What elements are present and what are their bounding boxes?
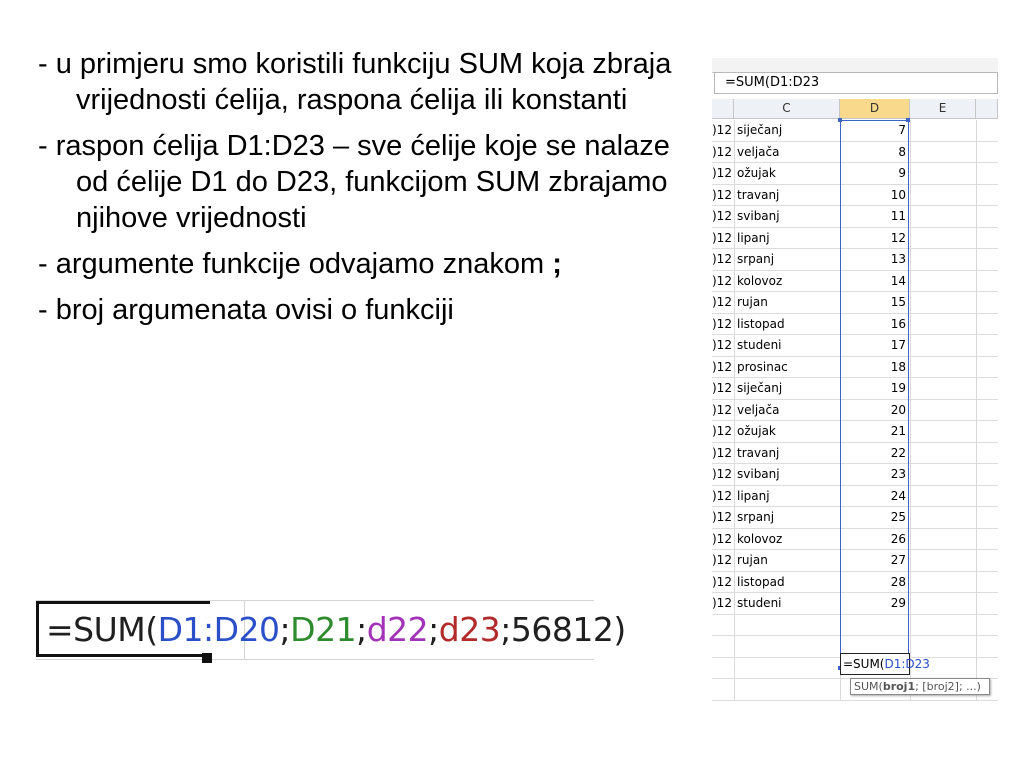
cell-month[interactable]: travanj (737, 445, 780, 460)
bullet-4: - broj argumenata ovisi o funkciji (38, 294, 454, 326)
cell-month[interactable]: rujan (737, 295, 768, 309)
cell-value[interactable]: 23 (890, 467, 906, 481)
cell-month[interactable]: srpanj (737, 252, 775, 266)
cell-month[interactable]: ožujak (737, 166, 776, 180)
cell-value[interactable]: 20 (890, 402, 906, 417)
cell-b-partial[interactable]: )12 (712, 144, 732, 159)
cell-month[interactable]: svibanj (737, 467, 780, 481)
formula-separator: ; (428, 610, 439, 649)
column-header-e[interactable]: E (910, 99, 976, 119)
selected-range-d1-d23 (840, 120, 909, 669)
formula-part: =SUM( (46, 610, 158, 649)
cell-b-partial[interactable]: )12 (712, 467, 732, 481)
cell-b-partial[interactable]: )12 (712, 252, 732, 266)
cell-value[interactable]: 21 (890, 424, 906, 438)
cell-month[interactable]: lipanj (737, 230, 770, 245)
cell-b-partial[interactable]: )12 (712, 187, 732, 202)
formula-cell-ref: D21 (290, 610, 357, 649)
column-header-partial[interactable] (712, 99, 734, 119)
cell-value[interactable]: 14 (890, 273, 906, 288)
cell-month[interactable]: siječanj (737, 381, 783, 395)
cell-month[interactable]: svibanj (737, 209, 780, 223)
spreadsheet-screenshot (712, 58, 998, 702)
cell-b-partial[interactable]: )12 (712, 402, 732, 417)
edit-cell-range-ref: D1:D23 (884, 657, 930, 671)
cell-b-partial[interactable]: )12 (712, 596, 732, 610)
range-handle[interactable] (838, 118, 842, 122)
cell-value[interactable]: 25 (890, 510, 906, 524)
cell-value[interactable]: 18 (890, 359, 906, 374)
cell-b-partial[interactable]: )12 (712, 209, 732, 223)
column-gridline (910, 120, 911, 701)
column-gridline (976, 120, 977, 701)
cell-month[interactable]: ožujak (737, 424, 776, 438)
cell-value[interactable]: 13 (890, 252, 906, 266)
column-header-d[interactable]: D (840, 99, 910, 119)
bullet-1: - u primjeru smo koristili funkciju SUM koja zbraja vrijednosti ćelija, raspona ćelija ili konstanti (38, 48, 672, 116)
cell-b-partial[interactable]: )12 (712, 424, 732, 438)
cell-b-partial[interactable]: )12 (712, 510, 732, 524)
cell-value[interactable]: 7 (898, 123, 906, 137)
semicolon-symbol: ; (552, 248, 562, 280)
cell-b-partial[interactable]: )12 (712, 230, 732, 245)
cell-month[interactable]: listopad (737, 316, 785, 331)
tooltip-arg1[interactable]: broj1 (882, 680, 916, 693)
cell-month[interactable]: siječanj (737, 123, 783, 137)
cell-month[interactable]: travanj (737, 187, 780, 202)
row-gridline (712, 700, 998, 701)
formula-separator: ; (279, 610, 291, 649)
formula-bar-text: =SUM(D1:D23 (725, 75, 820, 90)
cell-b-partial[interactable]: )12 (712, 316, 732, 331)
cell-month[interactable]: prosinac (737, 359, 788, 374)
cell-b-partial[interactable]: )12 (712, 574, 732, 589)
slide-bullet-list (38, 46, 678, 338)
cell-value[interactable]: 19 (890, 381, 906, 395)
column-gridline (734, 120, 735, 701)
formula-bar[interactable] (714, 72, 998, 94)
cell-b-partial[interactable]: )12 (712, 553, 732, 567)
formula-example-strip (36, 600, 626, 660)
cell-month[interactable]: studeni (737, 338, 782, 352)
cell-b-partial[interactable]: )12 (712, 488, 732, 503)
formula-range-ref: D1:D20 (157, 610, 280, 649)
cell-month[interactable]: kolovoz (737, 531, 783, 546)
bullet-2: - raspon ćelija D1:D23 – sve ćelije koje se nalaze od ćelije D1 do D23, funkcijom SUM zbrajamo njihove vrijednosti (38, 130, 670, 234)
cell-value[interactable]: 11 (890, 209, 906, 223)
cell-month[interactable]: veljača (737, 144, 780, 159)
cell-b-partial[interactable]: )12 (712, 359, 732, 374)
cell-value[interactable]: 15 (890, 295, 906, 309)
function-tooltip: SUM(broj1; [broj2]; ...) (850, 678, 990, 695)
cell-value[interactable]: 26 (890, 531, 906, 546)
cell-month[interactable]: lipanj (737, 488, 770, 503)
cell-value[interactable]: 29 (890, 596, 906, 610)
cell-b-partial[interactable]: )12 (712, 381, 732, 395)
cell-b-partial[interactable]: )12 (712, 338, 732, 352)
cell-value[interactable]: 22 (890, 445, 906, 460)
cell-b-partial[interactable]: )12 (712, 531, 732, 546)
cell-b-partial[interactable]: )12 (712, 295, 732, 309)
cell-value[interactable]: 24 (890, 488, 906, 503)
cell-b-partial[interactable]: )12 (712, 123, 732, 137)
formula-separator: ; (356, 610, 367, 649)
cell-value[interactable]: 27 (890, 553, 906, 567)
formula-cell-ref: d22 (366, 610, 429, 649)
cell-value[interactable]: 10 (890, 187, 906, 202)
cell-month[interactable]: kolovoz (737, 273, 783, 288)
range-handle[interactable] (906, 118, 910, 122)
formula-constant: ;56812) (500, 610, 626, 649)
formula-example-text (46, 612, 626, 648)
cell-month[interactable]: listopad (737, 574, 785, 589)
cell-value[interactable]: 16 (890, 316, 906, 331)
cell-b-partial[interactable]: )12 (712, 166, 732, 180)
column-header-partial[interactable] (976, 99, 998, 119)
column-header-c[interactable]: C (734, 99, 840, 119)
cell-b-partial[interactable]: )12 (712, 445, 732, 460)
cell-month[interactable]: rujan (737, 553, 768, 567)
editing-cell[interactable]: =SUM(D1:D23 (840, 653, 910, 675)
cell-value[interactable]: 17 (890, 338, 906, 352)
cell-value[interactable]: 12 (890, 230, 906, 245)
cell-month[interactable]: srpanj (737, 510, 775, 524)
bullet-3: - argumente funkcije odvajamo znakom ; (38, 248, 562, 280)
cell-month[interactable]: studeni (737, 596, 782, 610)
cell-value[interactable]: 9 (898, 166, 906, 180)
cell-value[interactable]: 8 (898, 144, 906, 159)
ribbon-strip (712, 58, 998, 73)
fill-handle[interactable] (202, 653, 212, 663)
cell-b-partial[interactable]: )12 (712, 273, 732, 288)
cell-value[interactable]: 28 (890, 574, 906, 589)
formula-cell-ref: d23 (438, 610, 501, 649)
cell-month[interactable]: veljača (737, 402, 780, 417)
